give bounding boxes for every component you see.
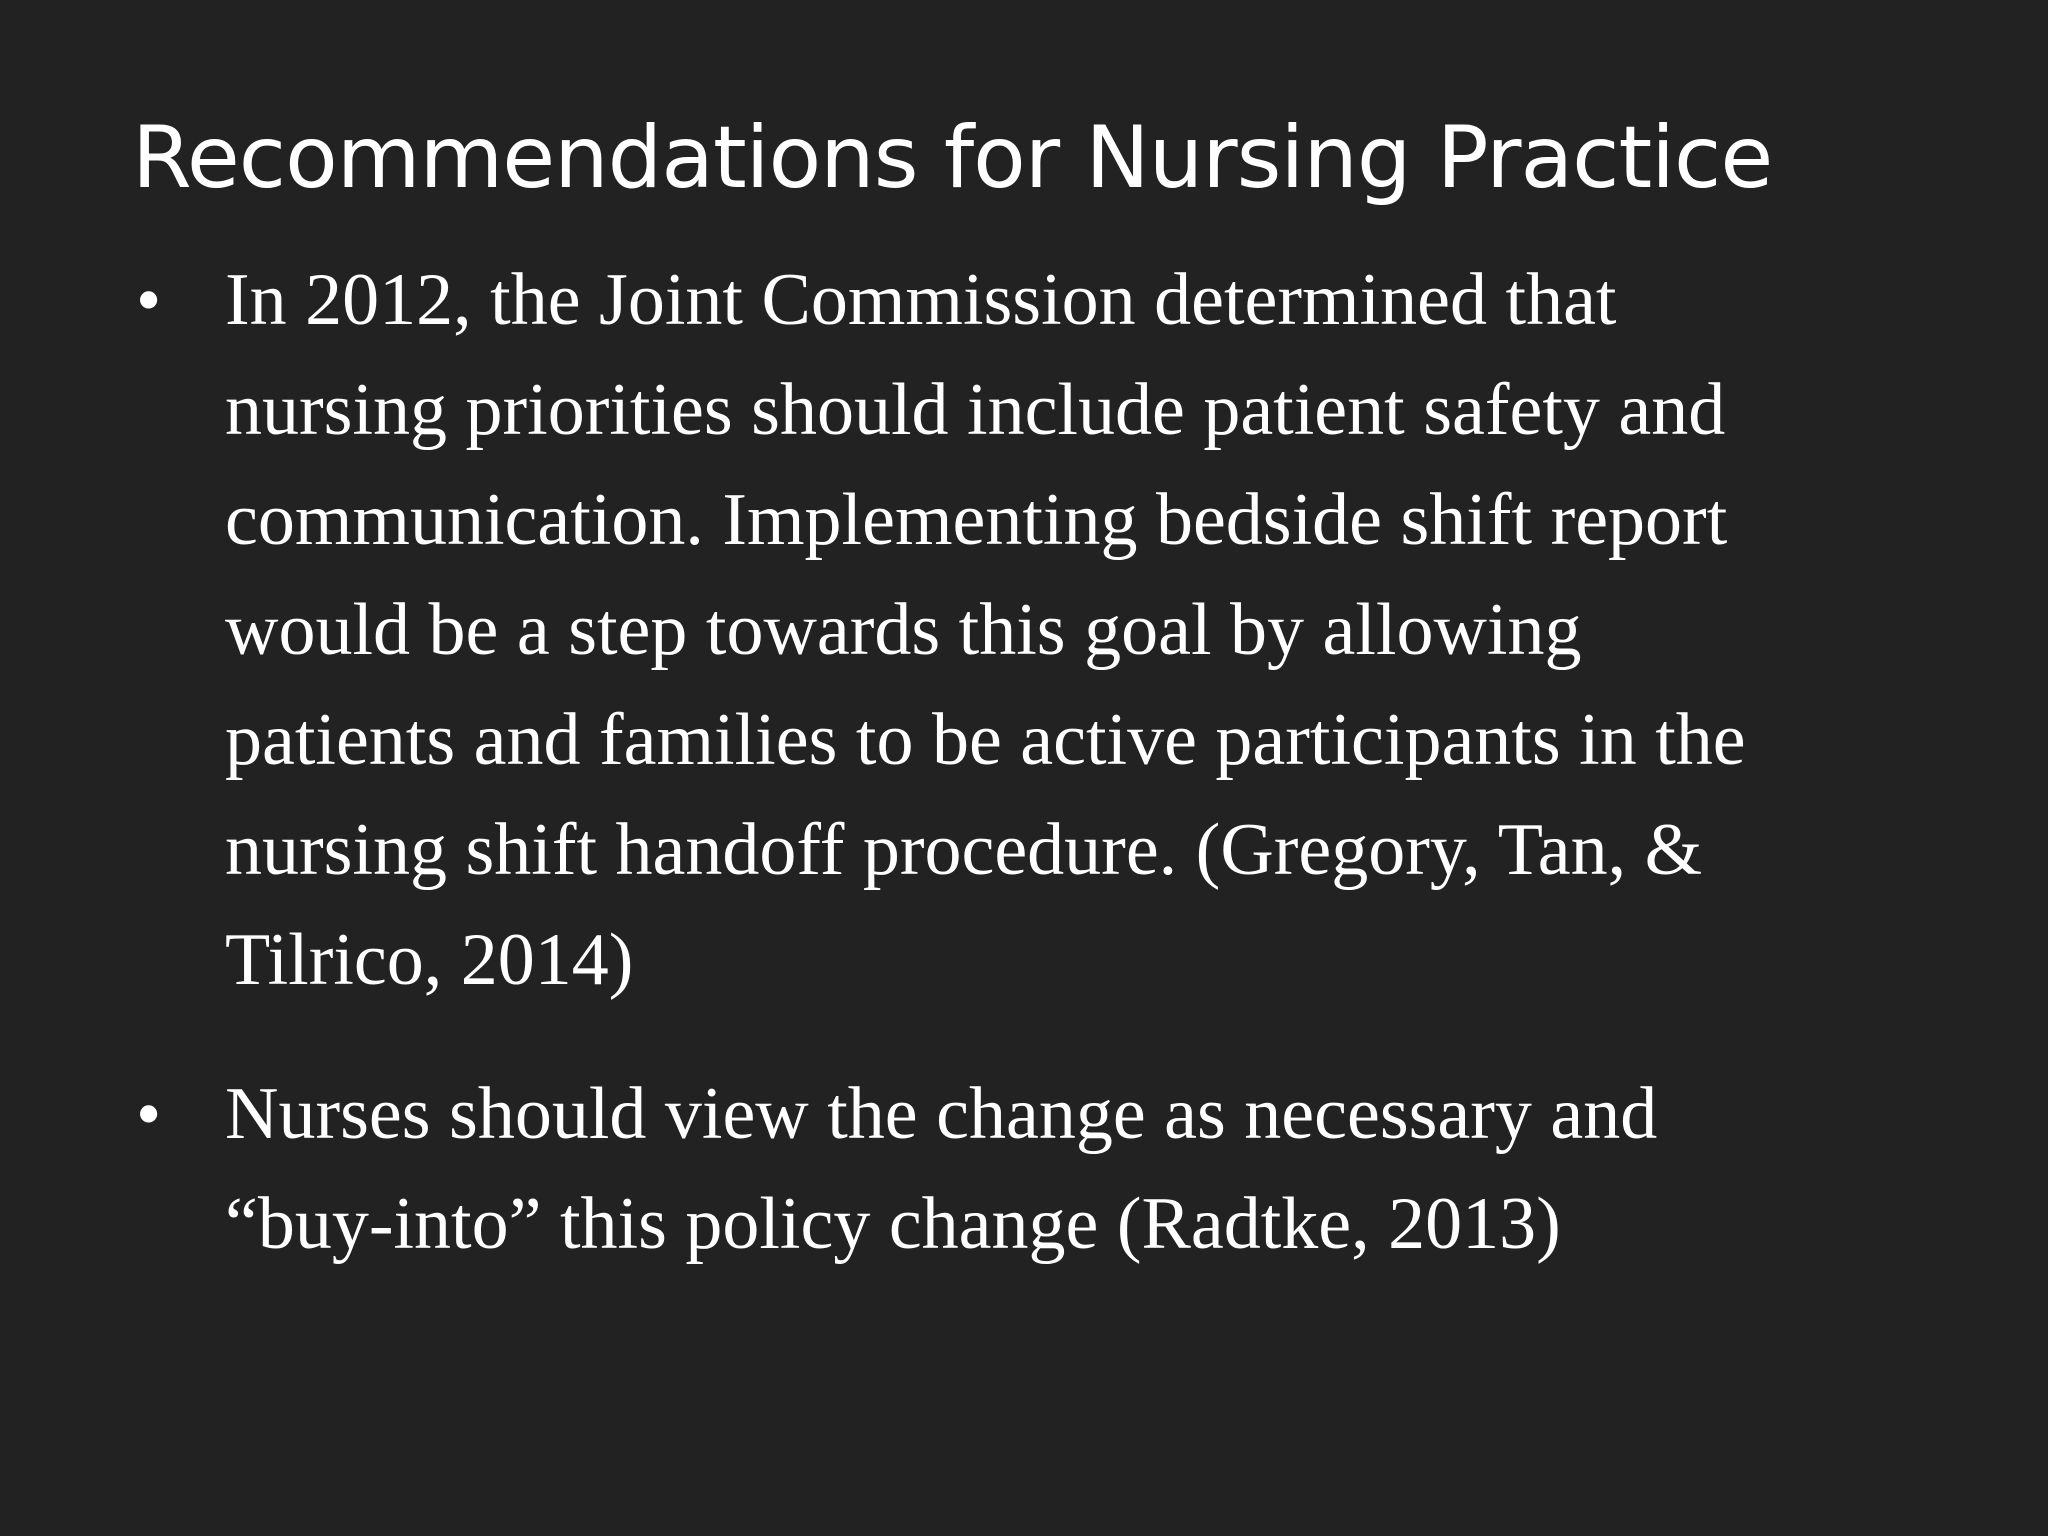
bullet-icon: • [136,260,162,340]
bullet-line: communication. Implementing bedside shift report [225,479,1728,561]
bullet-line: patients and families to be active participants in the [225,699,1746,781]
bullet-line: nursing shift handoff procedure. (Gregory, Tan, & [225,809,1703,891]
bullet-icon: • [136,1074,162,1154]
bullet-text [225,245,1925,1015]
bullet-line: “buy-into” this policy change (Radtke, 2013) [225,1183,1561,1265]
bullet-line: would be a step towards this goal by allowing [225,589,1582,671]
bullet-line: nursing priorities should include patient safety and [225,369,1726,451]
bullet-text [225,1059,1925,1279]
bullet-line: In 2012, the Joint Commission determined that [225,259,1617,341]
bullet-line: Nurses should view the change as necessary and [225,1073,1658,1155]
slide-title: Recommendations for Nursing Practice [132,108,1773,208]
bullet-line: Tilrico, 2014) [225,919,634,1001]
